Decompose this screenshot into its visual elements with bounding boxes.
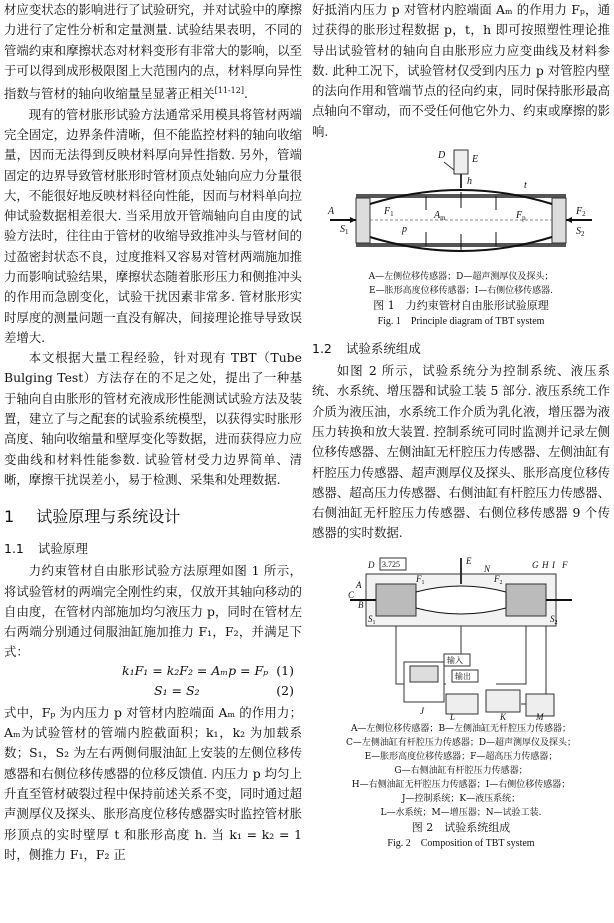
figure-2-legend: E—胀形高度位移传感器；F—超高压力传感器； bbox=[364, 751, 558, 762]
left-column bbox=[4, 0, 302, 865]
figure-2-legend: A—左侧位移传感器；B—左侧油缸无杆腔压力传感器； bbox=[350, 723, 572, 734]
svg-text:K: K bbox=[500, 711, 507, 722]
label-F2: $F_2$ bbox=[576, 206, 586, 219]
svg-text:E: E bbox=[466, 555, 472, 566]
equation-1: k₁F₁ = k₂F₂ = Aₘp = Fₚ (1) bbox=[122, 662, 294, 678]
label-h: h bbox=[467, 176, 472, 188]
figure-1-caption: 图 1 力约束管材自由胀形试验原理 bbox=[373, 299, 549, 313]
svg-text:C: C bbox=[348, 589, 355, 600]
figure-1-legend: E—胀形高度位移传感器；I—右侧位移传感器. bbox=[369, 286, 553, 297]
paragraph: 现有的管材胀形试验方法通常采用模具将管材两端完全固定，边界条件清晰，但不能监控材料的轴向收缩量，因而无法得到反映材料厚向异性指数. 另外，管端固定的边界导致管材胀形时管材顶点处轴向应力分量很大，不能很好地反映材料径向性能，因而与材料单向拉伸试验数据相差很大. 当采用放开管端轴向自由度的试验方法时，往往由于管材的收缩导致推冲头与管材间的过盈密封状态不良，过度推料又容易对管材两端施加推力而影响试验结果，摩擦状态随着胀形压力和侧推冲头的作用而急剧变化，试验干扰因素非常多. 管材胀形实时厚度的测量问题一直没有解决，间接理论推导导致误差增大. bbox=[4, 106, 302, 345]
svg-text:D: D bbox=[368, 559, 375, 570]
label-p: p bbox=[402, 224, 407, 236]
svg-text:S2: $S_2$ bbox=[550, 613, 558, 626]
paragraph: 式中，Fₚ 为内压力 p 对管材内腔端面 Aₘ 的作用力；Aₘ为试验管材的管端内腔截面积；k₁，k₂ 为加载系数；S₁，S₂ 为左右两侧伺服油缸上安装的左侧位移传感器和右侧位移传感器的位移反馈值. 内压力 p 均匀上升直至管材破裂过程中保持前述关系不变，同时通过超声测厚仪及探头、胀形高度位移传感器实时监控管材胀形顶点的实时壁厚 t 和胀形高度 h. 当 k₁ = k₂ = 1 时，侧推力 F₁，F₂ 正 bbox=[4, 704, 302, 862]
reference: [11-12] bbox=[214, 86, 244, 96]
svg-text:B: B bbox=[358, 599, 364, 610]
label-S2: $S_2$ bbox=[576, 226, 585, 239]
svg-text:S1: $S_1$ bbox=[368, 613, 376, 626]
label-t: t bbox=[524, 180, 527, 192]
svg-text:A: A bbox=[356, 579, 362, 590]
svg-text:L: L bbox=[450, 711, 456, 722]
svg-text:M: M bbox=[536, 711, 544, 722]
label-D: D bbox=[438, 150, 446, 162]
figure-2-caption: 图 2 试验系统组成 bbox=[411, 820, 511, 834]
svg-text:N: N bbox=[484, 563, 491, 574]
subsection-heading: 1.1 试验原理 bbox=[4, 541, 88, 557]
paragraph: 本文根据大量工程经验，针对现有 TBT（Tube Bulging Test）方法存在的不足之处，提出了一种基于轴向自由胀形的管材充液成形性能测试试验方法及装置，建立了与之配套的试验系统模型，以获得实时胀形高度、轴向收缩量和壁厚变化等数据，进而获得应力应变曲线和材料性能参数. 试验管材受力边界简单、清晰，摩擦干扰误差小，易于检测、采集和处理数据. bbox=[4, 350, 302, 487]
figure-1-diagram bbox=[326, 148, 596, 270]
figure-2-legend: H—右侧油缸无杆腔压力传感器；I—右侧位移传感器； bbox=[351, 779, 571, 790]
figure-2-legend: G—右侧油缸有杆腔压力传感器； bbox=[394, 765, 528, 776]
svg-text:F: F bbox=[562, 559, 568, 570]
paragraph: 好抵消内压力 p 对管材内腔端面 Aₘ 的作用力 Fₚ，通过获得的胀形过程数据 p，t，h 即可按照塑性理论推导出试验管材的轴向自由胀形应力应变曲线及材料参数. 此种工况下，试验管材仅受到内压力 p 对管腔内壁的法向作用和管端节点的径向约束，同时保持胀形最高点轴向不窜动，而不受任何他它外力、约束或摩擦的影响. bbox=[312, 2, 610, 139]
figure-2-legend: J—控制系统；K—液压系统； bbox=[401, 793, 521, 804]
paragraph: 材应变状态的影响进行了试验研究，并对试验中的摩擦力进行了定性分析和定量测量. 试验结果表明，不同的管端约束和摩擦状态对材料变形有非常大的影响，以至于可以得到成形极限图上大范围内的点，材料厚向异性指数与管材的轴向收缩量呈显著正相关[11-12]. bbox=[4, 2, 302, 102]
svg-text:F1: $F_1$ bbox=[416, 573, 425, 586]
label-Am: $A_m$ bbox=[434, 210, 446, 223]
input-label: 输入 bbox=[447, 655, 463, 665]
label-S1: $S_1$ bbox=[340, 224, 349, 237]
section-heading: 1 试验原理与系统设计 bbox=[4, 507, 181, 527]
paragraph: 力约束管材自由胀形试验方法原理如图 1 所示，将试验管材的两端完全刚性约束，仅放开其轴向移动的自由度，在管材内部施加均匀液压力 p，同时在管材左右两端分别通过伺服油缸施加推力 F₁，F₂，并满足下式： bbox=[4, 563, 302, 660]
label-E: E bbox=[472, 154, 479, 166]
figure-2-caption-en: Fig. 2 Composition of TBT system bbox=[387, 837, 535, 849]
svg-text:J: J bbox=[420, 705, 424, 716]
display-value: 3.725 bbox=[382, 559, 400, 569]
svg-text:F2: $F_2$ bbox=[494, 573, 503, 586]
svg-text:I: I bbox=[552, 559, 555, 570]
svg-text:G: G bbox=[532, 559, 539, 570]
right-column bbox=[312, 0, 610, 851]
svg-text:H: H bbox=[542, 559, 549, 570]
label-A: A bbox=[328, 206, 335, 218]
figure-1-legend: A—左侧位移传感器；D—超声测厚仪及探头； bbox=[368, 272, 554, 283]
equation-2: S₁ = S₂ (2) bbox=[154, 682, 294, 698]
figure-2-diagram bbox=[346, 554, 576, 722]
figure-2-legend: C—左侧油缸有杆腔压力传感器；D—超声测厚仪及探头； bbox=[345, 737, 577, 748]
paragraph: 如图 2 所示，试验系统分为控制系统、液压系统、水系统、增压器和试验工装 5 部分. 液压系统工作介质为液压油，水系统工作介质为乳化液，增压器为液压力转换和放大装置. 控制系统可同时监测并记录左侧位移传感器、左侧油缸无杆腔压力传感器、左侧油缸有杆腔压力传感器、超声测厚仪及探头、胀形高度位移传感器、超高压力传感器、右侧油缸有杆腔压力传感器、右侧油缸无杆腔压力传感器、右侧位移传感器 9 个传感器的实时数据. bbox=[312, 363, 610, 541]
output-label: 输出 bbox=[455, 671, 471, 681]
figure-2-legend: L—水系统；M—增压器；N—试验工装. bbox=[380, 807, 542, 818]
label-F1: $F_1$ bbox=[384, 206, 394, 219]
label-Fp: $F_p$ bbox=[516, 210, 526, 223]
figure-1-caption-en: Fig. 1 Principle diagram of TBT system bbox=[377, 316, 545, 328]
subsection-heading: 1.2 试验系统组成 bbox=[312, 341, 421, 357]
